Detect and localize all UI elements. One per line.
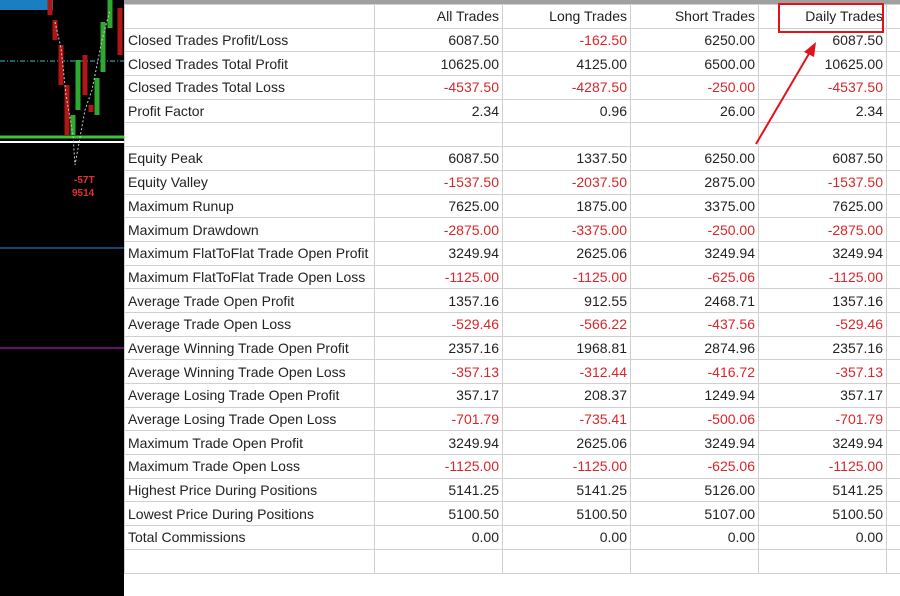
filler-cell <box>887 265 900 289</box>
chart-header-label <box>0 0 53 10</box>
short-trades-cell: -625.06 <box>631 455 759 479</box>
long-trades-cell: 5100.50 <box>503 502 631 526</box>
filler-cell <box>887 360 900 384</box>
table-row <box>125 455 900 479</box>
all-trades-cell: 1357.16 <box>375 289 503 313</box>
filler-cell <box>887 312 900 336</box>
all-trades-cell: 0.00 <box>375 526 503 550</box>
all-trades-cell <box>375 549 503 573</box>
short-trades-cell: 3249.94 <box>631 241 759 265</box>
daily-trades-cell: 10625.00 <box>759 52 887 76</box>
annotation-arrow <box>124 0 900 200</box>
table-row <box>125 431 900 455</box>
table-row <box>125 549 900 573</box>
short-trades-cell: 6500.00 <box>631 52 759 76</box>
metric-label-cell: Highest Price During Positions <box>125 478 375 502</box>
daily-trades-cell: 7625.00 <box>759 194 887 218</box>
metric-label-cell: Average Losing Trade Open Profit <box>125 384 375 408</box>
metric-label-cell: Average Trade Open Profit <box>125 289 375 313</box>
daily-trades-cell: -357.13 <box>759 360 887 384</box>
short-trades-cell: -416.72 <box>631 360 759 384</box>
filler-cell <box>887 431 900 455</box>
candle <box>95 78 100 115</box>
table-row <box>125 289 900 313</box>
candle <box>101 22 106 72</box>
table-row <box>125 336 900 360</box>
short-trades-cell <box>631 549 759 573</box>
metric-label-cell: Average Losing Trade Open Loss <box>125 407 375 431</box>
daily-trades-cell: -1125.00 <box>759 265 887 289</box>
metric-label-cell: Average Trade Open Loss <box>125 312 375 336</box>
all-trades-cell: 2.34 <box>375 99 503 123</box>
all-trades-cell: 5141.25 <box>375 478 503 502</box>
metric-label-cell: Average Winning Trade Open Profit <box>125 336 375 360</box>
daily-trades-cell: -2875.00 <box>759 218 887 242</box>
table-row <box>125 218 900 242</box>
daily-trades-cell: 0.00 <box>759 526 887 550</box>
short-trades-cell: 6250.00 <box>631 147 759 171</box>
all-trades-cell: -1125.00 <box>375 265 503 289</box>
metric-label-cell: Closed Trades Total Profit <box>125 52 375 76</box>
short-trades-cell: 6250.00 <box>631 28 759 52</box>
daily-trades-cell: 5141.25 <box>759 478 887 502</box>
column-header-short-trades[interactable]: Short Trades <box>631 5 759 29</box>
all-trades-cell: 6087.50 <box>375 28 503 52</box>
long-trades-cell: 1968.81 <box>503 336 631 360</box>
short-trades-cell: -625.06 <box>631 265 759 289</box>
long-trades-cell: 208.37 <box>503 384 631 408</box>
daily-trades-cell: 6087.50 <box>759 147 887 171</box>
all-trades-cell: -4537.50 <box>375 76 503 100</box>
table-row <box>125 241 900 265</box>
metric-label-cell: Average Winning Trade Open Loss <box>125 360 375 384</box>
candle <box>83 55 88 95</box>
short-trades-cell: 26.00 <box>631 99 759 123</box>
all-trades-cell: 7625.00 <box>375 194 503 218</box>
long-trades-cell: -735.41 <box>503 407 631 431</box>
long-trades-cell: -2037.50 <box>503 170 631 194</box>
candle <box>76 60 81 110</box>
long-trades-cell: -1125.00 <box>503 455 631 479</box>
daily-trades-cell: -701.79 <box>759 407 887 431</box>
filler-cell <box>887 218 900 242</box>
filler-cell <box>887 502 900 526</box>
daily-trades-cell: -529.46 <box>759 312 887 336</box>
long-trades-cell: 1337.50 <box>503 147 631 171</box>
long-trades-cell: -4287.50 <box>503 76 631 100</box>
long-trades-cell: -162.50 <box>503 28 631 52</box>
candle <box>108 0 113 28</box>
filler-cell <box>887 336 900 360</box>
table-row <box>125 360 900 384</box>
filler-cell <box>887 241 900 265</box>
filler-cell <box>887 549 900 573</box>
metric-label-cell: Maximum FlatToFlat Trade Open Loss <box>125 265 375 289</box>
all-trades-cell: 5100.50 <box>375 502 503 526</box>
daily-trades-cell: -1537.50 <box>759 170 887 194</box>
long-trades-cell: 4125.00 <box>503 52 631 76</box>
column-header-daily-trades[interactable]: Daily Trades <box>759 5 887 29</box>
daily-trades-cell: 3249.94 <box>759 431 887 455</box>
long-trades-cell: 0.00 <box>503 526 631 550</box>
long-trades-cell: 5141.25 <box>503 478 631 502</box>
short-trades-cell: 2875.00 <box>631 170 759 194</box>
filler-cell <box>887 455 900 479</box>
table-row <box>125 265 900 289</box>
candle <box>89 105 94 112</box>
all-trades-cell: -1537.50 <box>375 170 503 194</box>
short-trades-cell: 0.00 <box>631 526 759 550</box>
all-trades-cell: -1125.00 <box>375 455 503 479</box>
short-trades-cell: 2874.96 <box>631 336 759 360</box>
metric-label-cell: Closed Trades Total Loss <box>125 76 375 100</box>
all-trades-cell: 10625.00 <box>375 52 503 76</box>
table-row <box>125 478 900 502</box>
daily-trades-cell: 6087.50 <box>759 28 887 52</box>
all-trades-cell: 3249.94 <box>375 431 503 455</box>
short-trades-cell: -250.00 <box>631 76 759 100</box>
short-trades-cell: 3375.00 <box>631 194 759 218</box>
daily-trades-cell: 2357.16 <box>759 336 887 360</box>
daily-trades-cell: 5100.50 <box>759 502 887 526</box>
candle <box>118 8 123 55</box>
long-trades-cell: 912.55 <box>503 289 631 313</box>
long-trades-cell: -3375.00 <box>503 218 631 242</box>
filler-cell <box>887 526 900 550</box>
chart-annotation: 9514 <box>72 188 95 199</box>
daily-trades-cell <box>759 549 887 573</box>
metric-label-cell: Profit Factor <box>125 99 375 123</box>
all-trades-cell: -2875.00 <box>375 218 503 242</box>
long-trades-cell: -1125.00 <box>503 265 631 289</box>
metric-label-cell: Equity Peak <box>125 147 375 171</box>
metric-label-cell: Maximum FlatToFlat Trade Open Profit <box>125 241 375 265</box>
metric-label-cell: Maximum Trade Open Loss <box>125 455 375 479</box>
short-trades-cell: 5126.00 <box>631 478 759 502</box>
all-trades-cell: 3249.94 <box>375 241 503 265</box>
table-row <box>125 407 900 431</box>
all-trades-cell: 2357.16 <box>375 336 503 360</box>
long-trades-cell: 0.96 <box>503 99 631 123</box>
long-trades-cell: 1875.00 <box>503 194 631 218</box>
column-header-all-trades[interactable]: All Trades <box>375 5 503 29</box>
table-row <box>125 502 900 526</box>
metric-label-cell: Maximum Runup <box>125 194 375 218</box>
short-trades-cell: -500.06 <box>631 407 759 431</box>
all-trades-cell: 357.17 <box>375 384 503 408</box>
filler-cell <box>887 478 900 502</box>
daily-trades-cell: -1125.00 <box>759 455 887 479</box>
short-trades-cell: -250.00 <box>631 218 759 242</box>
metric-label-cell <box>125 549 375 573</box>
metric-label-cell: Lowest Price During Positions <box>125 502 375 526</box>
daily-trades-cell: 357.17 <box>759 384 887 408</box>
daily-trades-cell: 1357.16 <box>759 289 887 313</box>
short-trades-cell: -437.56 <box>631 312 759 336</box>
long-trades-cell: 2625.06 <box>503 241 631 265</box>
metric-label-cell: Closed Trades Profit/Loss <box>125 28 375 52</box>
short-trades-cell: 1249.94 <box>631 384 759 408</box>
metric-label-cell: Equity Valley <box>125 170 375 194</box>
table-row <box>125 384 900 408</box>
long-trades-cell: 2625.06 <box>503 431 631 455</box>
long-trades-cell: -566.22 <box>503 312 631 336</box>
filler-cell <box>887 289 900 313</box>
long-trades-cell <box>503 549 631 573</box>
all-trades-cell: -529.46 <box>375 312 503 336</box>
performance-report <box>124 0 900 596</box>
table-row <box>125 526 900 550</box>
filler-cell <box>887 407 900 431</box>
daily-trades-cell: 3249.94 <box>759 241 887 265</box>
daily-trades-cell: 2.34 <box>759 99 887 123</box>
metric-label-cell: Maximum Drawdown <box>125 218 375 242</box>
filler-cell <box>887 384 900 408</box>
short-trades-cell: 2468.71 <box>631 289 759 313</box>
metric-label-cell: Maximum Trade Open Profit <box>125 431 375 455</box>
daily-trades-cell: -4537.50 <box>759 76 887 100</box>
metric-label-cell: Total Commissions <box>125 526 375 550</box>
table-row <box>125 312 900 336</box>
candle <box>48 0 53 15</box>
all-trades-cell: -357.13 <box>375 360 503 384</box>
candlestick-chart <box>0 0 124 596</box>
column-header-long-trades[interactable]: Long Trades <box>503 5 631 29</box>
chart-annotation: -57T <box>74 175 95 186</box>
short-trades-cell: 3249.94 <box>631 431 759 455</box>
all-trades-cell: 6087.50 <box>375 147 503 171</box>
all-trades-cell: -701.79 <box>375 407 503 431</box>
price-chart[interactable] <box>0 0 124 596</box>
long-trades-cell: -312.44 <box>503 360 631 384</box>
short-trades-cell: 5107.00 <box>631 502 759 526</box>
